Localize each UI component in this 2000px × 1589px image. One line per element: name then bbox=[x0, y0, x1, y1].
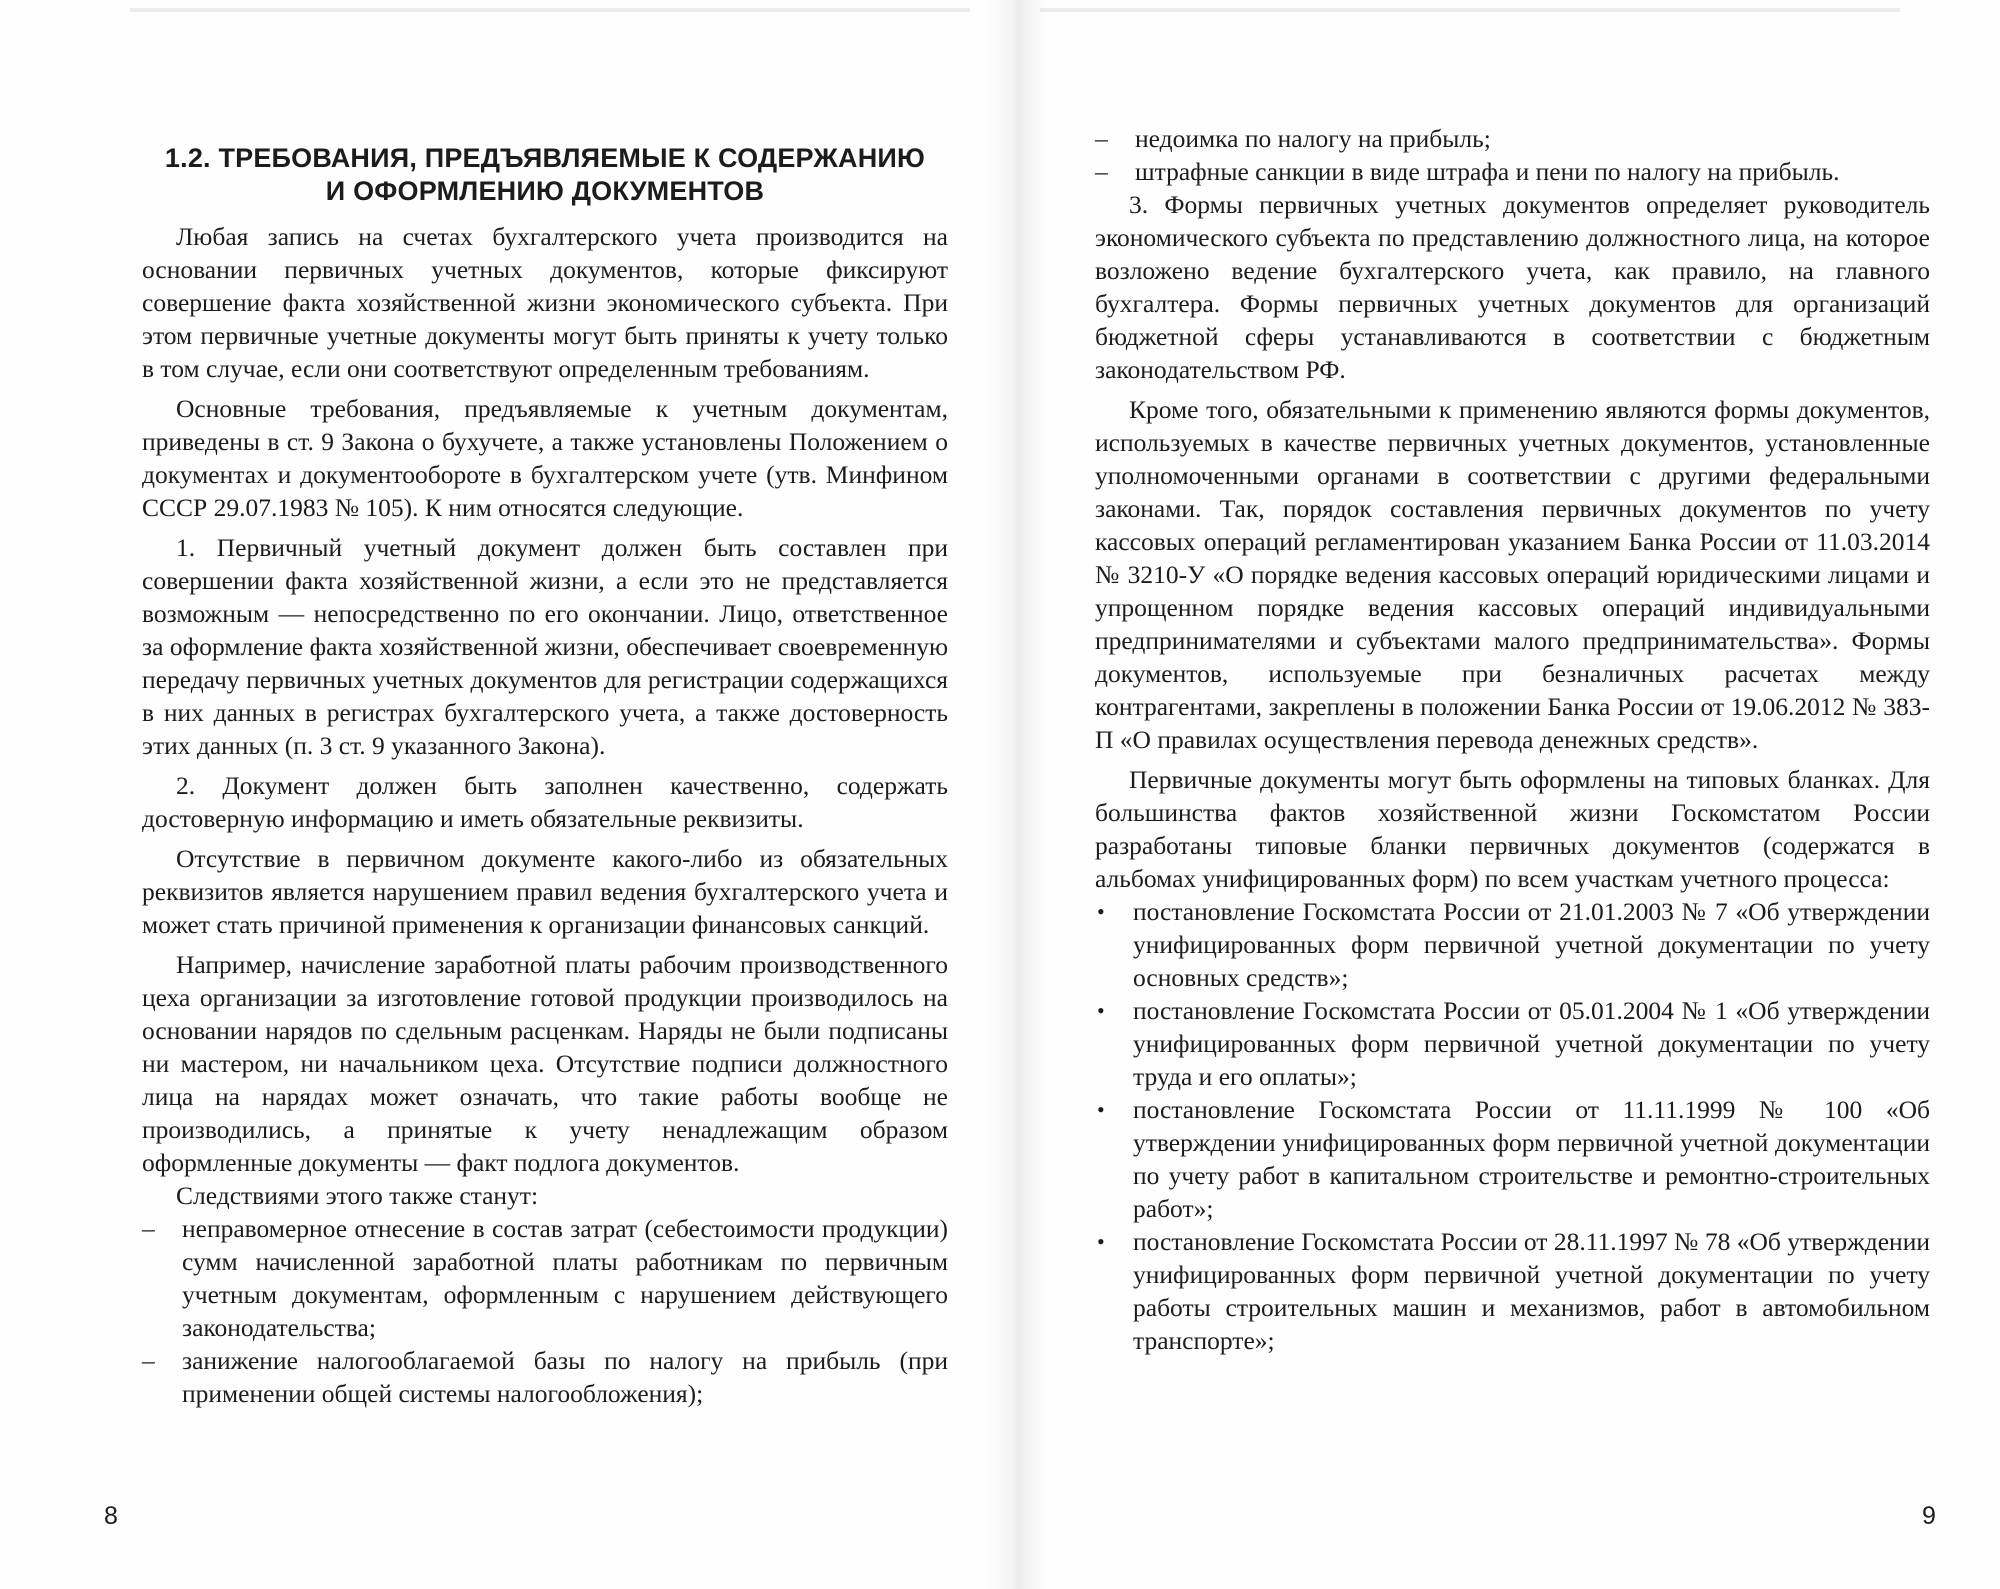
page-number: 9 bbox=[1922, 1502, 1936, 1530]
dash-mark: – bbox=[1095, 124, 1108, 153]
dash-list bbox=[1095, 122, 1930, 188]
dash-mark: – bbox=[142, 1346, 155, 1375]
dash-list bbox=[142, 1212, 948, 1410]
page-top-edge bbox=[1040, 8, 1900, 12]
right-page bbox=[1000, 0, 2000, 1589]
bullet-list-item: • постановление Госкомстата России от 21.01.2003 № 7 «Об утверждении унифицированных форм первичной учетной документации по учету основных средств»; bbox=[1097, 897, 1930, 992]
paragraph: Отсутствие в первичном документе какого-либо из обязательных реквизитов является нарушением правил ведения бухгалтерского учета и может стать причиной применения к организации финансовых санкций. bbox=[142, 844, 948, 939]
paragraph: Кроме того, обязательными к применению являются формы документов, используемых в качестве первичных учетных документов, установленные уполномоченными органами в соответствии с другими федеральными законами. Так, порядок составления первичных документов по учету кассовых операций регламентирован указанием Банка России от 11.03.2014 № 3210-У «О порядке ведения кассовых операций юридическими лицами и упрощенном порядке ведения кассовых операций индивидуальными предпринимателями и субъектами малого предпринимательства». Формы документов, используемые при безналичных расчетах между контрагентами, закреплены в положении Банка России от 19.06.2012 № 383-П «О правилах осуществления перевода денежных средств». bbox=[1095, 395, 1930, 754]
section-heading-line-1: 1.2. ТРЕБОВАНИЯ, ПРЕДЪЯВЛЯЕМЫЕ К СОДЕРЖАНИЮ bbox=[164, 143, 926, 173]
paragraph: 3. Формы первичных учетных документов определяет руководитель экономического субъекта по представлению должностного лица, на которое возложено ведение бухгалтерского учета, как правило, на главного бухгалтера. Формы первичных учетных документов для организаций бюджетной сферы устанавливаются в соответствии с бюджетным законодательством РФ. bbox=[1095, 190, 1930, 384]
dash-list-item: – штрафные санкции в виде штрафа и пени по налогу на прибыль. bbox=[1095, 157, 1840, 186]
paragraph: Например, начисление заработной платы рабочим производственного цеха организации за изготовление готовой продукции производилось на основании нарядов по сдельным расценкам. Наряды не были подписаны ни мастером, ни начальником цеха. Отсутствие подписи должностного лица на нарядах может означать, что такие работы вообще не производились, а принятые к учету ненадлежащим образом оформленные документы — факт подлога документов. bbox=[142, 950, 948, 1177]
section-heading-line-2: И ОФОРМЛЕНИЮ ДОКУМЕНТОВ bbox=[325, 176, 765, 206]
left-page-text bbox=[142, 142, 948, 1410]
page-top-edge bbox=[130, 8, 970, 12]
paragraph: Основные требования, предъявляемые к учетным документам, приведены в ст. 9 Закона о бухучете, а также установлены Положением о документах и документообороте в бухгалтерском учете (утв. Минфином СССР 29.07.1983 № 105). К ним относятся следующие. bbox=[142, 394, 948, 522]
section-heading bbox=[142, 142, 948, 208]
bullet-mark: • bbox=[1097, 998, 1105, 1023]
right-page-text bbox=[1095, 122, 1930, 1357]
dash-list-item: – неправомерное отнесение в состав затрат (себестоимости продукции) сумм начисленной заработной платы работникам по первичным учетным документам, оформленным с нарушением действующего законодательства; bbox=[142, 1214, 948, 1342]
paragraph: 1. Первичный учетный документ должен быть составлен при совершении факта хозяйственной жизни, а если это не представляется возможным — непосредственно по его окончании. Лицо, ответственное за оформление факта хозяйственной жизни, обеспечивает своевременную передачу первичных учетных документов для регистрации содержащихся в них данных в регистрах бухгалтерского учета, а также достоверность этих данных (п. 3 ст. 9 указанного Закона). bbox=[142, 533, 948, 760]
bullet-mark: • bbox=[1097, 1097, 1105, 1122]
paragraph: Следствиями этого также станут: bbox=[176, 1181, 539, 1210]
dash-mark: – bbox=[1095, 157, 1108, 186]
bullet-list-item: • постановление Госкомстата России от 28.11.1997 № 78 «Об утверждении унифицированных форм первичной учетной документации по учету работы строительных машин и механизмов, работ в автомобильном транспорте»; bbox=[1097, 1227, 1930, 1355]
paragraph: 2. Документ должен быть заполнен качественно, содержать достоверную информацию и иметь обязательные реквизиты. bbox=[142, 771, 948, 833]
bullet-mark: • bbox=[1097, 1229, 1105, 1254]
bullet-list-item: • постановление Госкомстата России от 11.11.1999 № 100 «Об утверждении унифицированных форм первичной учетной документации по учету работ в капитальном строительстве и ремонтно-строительных работ»; bbox=[1097, 1095, 1930, 1223]
bullet-list-item: • постановление Госкомстата России от 05.01.2004 № 1 «Об утверждении унифицированных форм первичной учетной документации по учету труда и его оплаты»; bbox=[1097, 996, 1930, 1091]
dash-list-item: – недоимка по налогу на прибыль; bbox=[1095, 124, 1491, 153]
dash-mark: – bbox=[142, 1214, 155, 1243]
page-number: 8 bbox=[104, 1502, 118, 1530]
book-spine-shadow bbox=[985, 0, 1045, 1589]
dash-list-item: – занижение налогооблагаемой базы по налогу на прибыль (при применении общей системы налогообложения); bbox=[142, 1346, 948, 1408]
bullet-list bbox=[1095, 895, 1930, 1357]
bullet-mark: • bbox=[1097, 899, 1105, 924]
paragraph: Любая запись на счетах бухгалтерского учета производится на основании первичных учетных документов, которые фиксируют совершение факта хозяйственной жизни экономического субъекта. При этом первичные учетные документы могут быть приняты к учету только в том случае, если они соответствуют определенным требованиям. bbox=[142, 222, 948, 383]
paragraph: Первичные документы могут быть оформлены на типовых бланках. Для большинства фактов хозяйственной жизни Госкомстатом России разработаны типовые бланки первичных документов (содержатся в альбомах унифицированных форм) по всем участкам учетного процесса: bbox=[1095, 765, 1930, 893]
